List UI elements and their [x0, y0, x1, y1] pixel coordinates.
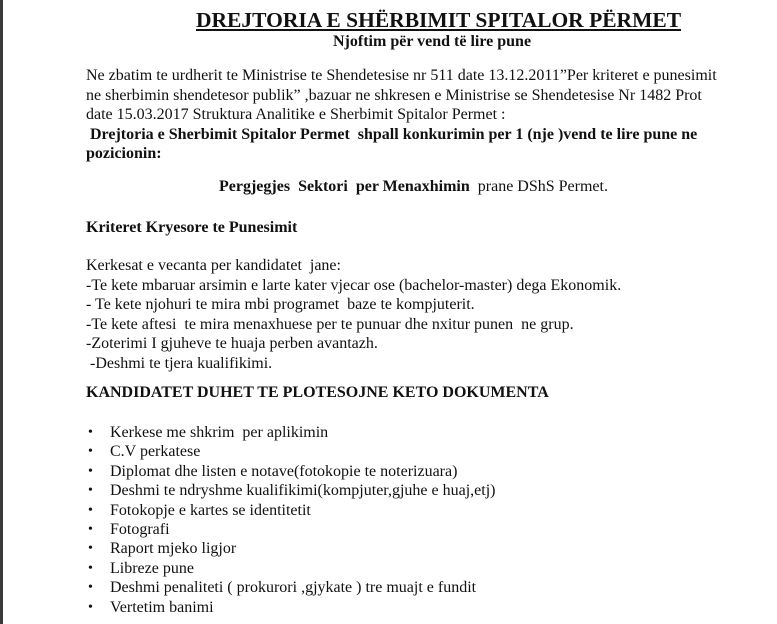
bullet-icon: • — [88, 444, 93, 460]
list-item-text: Libreze pune — [110, 559, 194, 577]
document-title: DREJTORIA E SHËRBIMIT SPITALOR PËRMET — [196, 8, 682, 32]
requirement-line: -Zoterimi I gjuheve te huaja perben avantazh. — [86, 335, 378, 352]
list-item — [86, 481, 496, 500]
list-item-text: Fotokopje e kartes se identitetit — [110, 501, 311, 519]
job-position-location: prane DShS Permet. — [469, 178, 608, 195]
list-item-text: Diplomat dhe listen e notave(fotokopie te noterizuara) — [110, 462, 458, 480]
list-item-text: Kerkese me shkrim per aplikimin — [110, 424, 329, 441]
requirements-list — [86, 256, 621, 373]
bullet-icon: • — [88, 599, 93, 615]
criteria-heading: Kriteret Kryesore te Punesimit — [86, 219, 298, 236]
bullet-icon: • — [88, 483, 93, 499]
document-subtitle: Njoftim për vend të lire pune — [333, 33, 532, 50]
bullet-icon: • — [88, 541, 93, 557]
announcement-line: Drejtoria e Sherbimit Spitalor Permet shpall konkurimin per 1 (nje )vend te lire pune ne — [86, 125, 698, 143]
bullet-icon: • — [88, 522, 93, 538]
list-item — [86, 559, 496, 578]
list-item — [86, 598, 496, 617]
list-item — [86, 539, 496, 558]
list-item — [86, 442, 496, 461]
list-item-text: Fotografi — [110, 521, 170, 539]
announcement-line: pozicionin: — [86, 145, 162, 162]
list-item — [86, 423, 496, 442]
requirement-line: -Te kete aftesi te mira menaxhuese per te punuar dhe nxitur punen ne grup. — [86, 315, 574, 333]
requirement-line: Kerkesat e vecanta per kandidatet jane: — [86, 257, 341, 274]
list-item — [86, 501, 496, 520]
requirement-line: -Te kete mbaruar arsimin e larte kater vjecar ose (bachelor-master) dega Ekonomik. — [86, 276, 622, 294]
list-item-text: C.V perkatese — [110, 443, 201, 461]
bullet-icon: • — [88, 560, 93, 576]
requirement-line: -Deshmi te tjera kualifikimi. — [86, 354, 273, 372]
bullet-icon: • — [88, 463, 93, 479]
list-item-text: Vertetim banimi — [110, 598, 214, 616]
bullet-icon: • — [88, 425, 93, 440]
list-item — [86, 578, 496, 597]
list-item-text: Deshmi te ndryshme kualifikimi(kompjuter,gjuhe e huaj,etj) — [110, 482, 496, 500]
requirement-line: - Te kete njohuri te mira mbi programet baze te kompjuterit. — [86, 296, 475, 313]
list-item — [86, 520, 496, 539]
list-item — [86, 462, 496, 481]
intro-line: date 15.03.2017 Struktura Analitike e Sherbimit Spitalor Permet : — [86, 106, 506, 123]
bullet-icon: • — [88, 502, 93, 518]
documents-list — [86, 423, 496, 617]
intro-paragraph — [86, 66, 717, 164]
list-item-text: Deshmi penaliteti ( prokurori ,gjykate ) tre muajt e fundit — [110, 579, 477, 597]
job-position-title: Pergjegjes Sektori per Menaxhimin — [219, 178, 470, 195]
intro-line: Ne zbatim te urdherit te Ministrise te Shendetesise nr 511 date 13.12.2011”Per kriteret e punesimit — [86, 67, 717, 84]
list-item-text: Raport mjeko ligjor — [110, 540, 237, 558]
job-position — [219, 178, 608, 196]
intro-line: ne sherbimin shendetesor publik” ,bazuar ne shkresen e Ministrise se Shendetesise Nr 1482 Prot — [86, 86, 702, 104]
bullet-icon: • — [88, 580, 93, 596]
documents-heading: KANDIDATET DUHET TE PLOTESOJNE KETO DOKUMENTA — [86, 384, 549, 401]
